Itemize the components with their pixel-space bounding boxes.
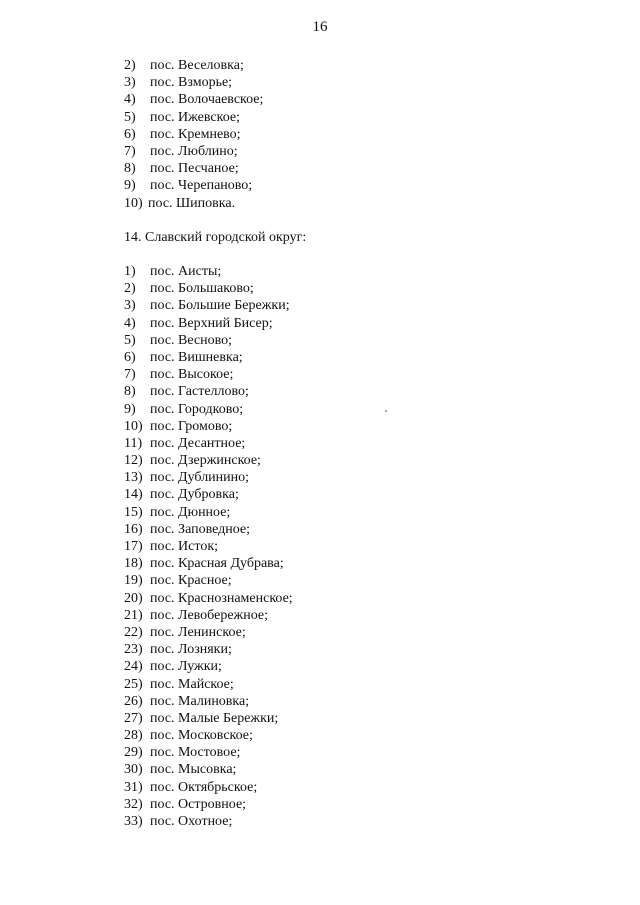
- item-number: 26): [124, 693, 143, 709]
- item-number: 31): [124, 779, 143, 795]
- item-number: 8): [124, 161, 136, 177]
- settlement-name: пос. Малые Бережки;: [150, 710, 279, 726]
- list-item: [124, 160, 263, 177]
- list-item: [124, 796, 293, 813]
- settlement-name: пос. Десантное;: [150, 435, 246, 451]
- scan-speck: [385, 410, 387, 412]
- settlement-name: пос. Большаково;: [150, 281, 254, 297]
- settlement-name: пос. Шиповка.: [148, 195, 236, 211]
- item-number: 3): [124, 298, 136, 314]
- list-item: [124, 590, 293, 607]
- list-item: [124, 126, 263, 143]
- list-item: [124, 418, 293, 435]
- settlement-name: пос. Лужки;: [150, 659, 222, 675]
- item-number: 12): [124, 453, 143, 469]
- item-number: 2): [124, 58, 136, 73]
- page-number: 16: [312, 19, 328, 35]
- list-item: [124, 469, 293, 486]
- item-number: 4): [124, 92, 136, 108]
- settlement-name: пос. Волочаевское;: [150, 92, 264, 108]
- item-number: 6): [124, 126, 136, 142]
- settlement-name: пос. Люблино;: [150, 143, 238, 159]
- settlement-name: пос. Дюнное;: [150, 504, 231, 520]
- list-item: [124, 143, 263, 160]
- item-number: 30): [124, 762, 143, 778]
- settlement-name: пос. Лозняки;: [150, 642, 232, 658]
- list-item: [124, 744, 293, 761]
- settlement-name: пос. Вишневка;: [150, 349, 243, 365]
- item-number: 19): [124, 573, 143, 589]
- list-item: [124, 366, 293, 383]
- settlement-name: пос. Заповедное;: [150, 521, 251, 537]
- settlement-name: пос. Мысовка;: [150, 762, 237, 778]
- settlement-name: пос. Красная Дубрава;: [150, 556, 284, 572]
- settlement-name: пос. Аисты;: [150, 264, 222, 279]
- list-item: [124, 779, 293, 796]
- settlement-name: пос. Веселовка;: [150, 58, 244, 73]
- list-item: [124, 263, 293, 280]
- settlement-name: пос. Малиновка;: [150, 693, 250, 709]
- item-number: 28): [124, 728, 143, 744]
- item-number: 10): [124, 195, 143, 211]
- item-number: 9): [124, 178, 136, 194]
- list-item: [124, 521, 293, 538]
- settlement-name: пос. Майское;: [150, 676, 234, 692]
- item-number: 5): [124, 109, 136, 125]
- item-number: 29): [124, 745, 143, 761]
- list-item: [124, 332, 293, 349]
- list-item: [124, 435, 293, 452]
- settlement-name: пос. Охотное;: [150, 814, 233, 829]
- item-number: 16): [124, 521, 143, 537]
- item-number: 2): [124, 281, 136, 297]
- settlement-name: пос. Городково;: [150, 401, 244, 417]
- settlement-name: пос. Высокое;: [150, 367, 234, 383]
- list-item: [124, 572, 293, 589]
- item-number: 23): [124, 642, 143, 658]
- list-item: [124, 280, 293, 297]
- list-item: [124, 91, 263, 108]
- settlement-name: пос. Ленинское;: [150, 624, 246, 640]
- list-item: [124, 676, 293, 693]
- list-item: [124, 74, 263, 91]
- settlement-name: пос. Взморье;: [150, 75, 233, 91]
- settlement-name: пос. Громово;: [150, 418, 233, 434]
- item-number: 9): [124, 401, 136, 417]
- item-number: 32): [124, 796, 143, 812]
- item-number: 11): [124, 435, 143, 451]
- settlement-name: пос. Красное;: [150, 573, 232, 589]
- settlement-name: пос. Дублинино;: [150, 470, 250, 486]
- list-item: [124, 813, 293, 830]
- item-number: 21): [124, 607, 143, 623]
- settlement-name: пос. Исток;: [150, 539, 219, 554]
- settlement-name: пос. Верхний Бисер;: [150, 315, 273, 331]
- item-number: 4): [124, 315, 136, 331]
- settlement-name: пос. Черепаново;: [150, 178, 253, 194]
- item-number: 14): [124, 487, 143, 503]
- list-item: [124, 401, 293, 418]
- list-item: [124, 538, 293, 555]
- item-number: 24): [124, 659, 143, 675]
- item-number: 13): [124, 470, 143, 486]
- list-item: [124, 195, 263, 212]
- item-number: 5): [124, 332, 136, 348]
- item-number: 8): [124, 384, 136, 400]
- list-item: [124, 452, 293, 469]
- item-number: 17): [124, 539, 143, 554]
- list-item: [124, 607, 293, 624]
- list-item: [124, 761, 293, 778]
- item-number: 7): [124, 367, 136, 383]
- settlement-name: пос. Мостовое;: [150, 745, 241, 761]
- list-item: [124, 57, 263, 74]
- settlement-name: пос. Дубровка;: [150, 487, 239, 503]
- item-number: 6): [124, 349, 136, 365]
- settlement-name: пос. Левобережное;: [150, 607, 268, 623]
- item-number: 27): [124, 710, 143, 726]
- settlement-name: пос. Песчаное;: [150, 161, 239, 177]
- list-item: [124, 315, 293, 332]
- item-number: 18): [124, 556, 143, 572]
- settlement-name: пос. Октябрьское;: [150, 779, 258, 795]
- list-item: [124, 693, 293, 710]
- list-item: [124, 641, 293, 658]
- settlement-name: пос. Дзержинское;: [150, 453, 261, 469]
- settlement-name: пос. Краснознаменское;: [150, 590, 293, 606]
- item-number: 15): [124, 504, 143, 520]
- item-number: 25): [124, 676, 143, 692]
- settlement-list-slavsk: [124, 263, 293, 830]
- list-item: [124, 658, 293, 675]
- list-item: [124, 727, 293, 744]
- settlement-name: пос. Гастеллово;: [150, 384, 249, 400]
- list-item: [124, 177, 263, 194]
- list-item: [124, 486, 293, 503]
- settlement-name: пос. Московское;: [150, 728, 253, 744]
- list-item: [124, 297, 293, 314]
- item-number: 20): [124, 590, 143, 606]
- list-item: [124, 624, 293, 641]
- item-number: 22): [124, 624, 143, 640]
- item-number: 3): [124, 75, 136, 91]
- list-item: [124, 349, 293, 366]
- settlement-name: пос. Ижевское;: [150, 109, 240, 125]
- list-item: [124, 555, 293, 572]
- item-number: 7): [124, 143, 136, 159]
- list-item: [124, 710, 293, 727]
- settlement-name: пос. Большие Бережки;: [150, 298, 290, 314]
- item-number: 1): [124, 264, 136, 279]
- settlement-list-continued: [124, 57, 263, 212]
- list-item: [124, 109, 263, 126]
- item-number: 10): [124, 418, 143, 434]
- list-item: [124, 383, 293, 400]
- section-heading: 14. Славский городской округ:: [124, 230, 307, 245]
- settlement-name: пос. Островное;: [150, 796, 247, 812]
- item-number: 33): [124, 814, 143, 829]
- settlement-name: пос. Весново;: [150, 332, 233, 348]
- list-item: [124, 504, 293, 521]
- settlement-name: пос. Кремнево;: [150, 126, 241, 142]
